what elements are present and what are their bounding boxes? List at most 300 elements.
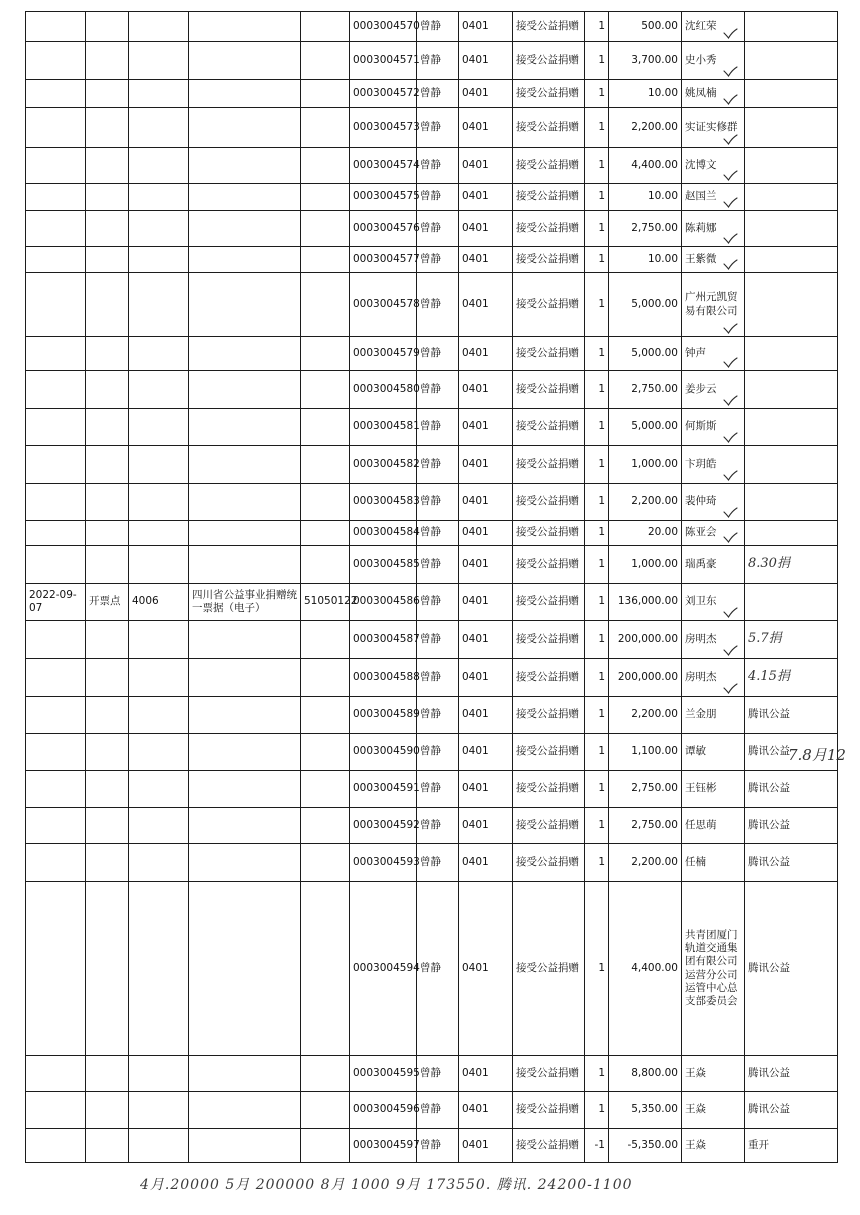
row-bill-name — [189, 621, 301, 659]
row-remark — [745, 409, 838, 446]
table-row — [26, 771, 838, 808]
row-type — [86, 697, 129, 734]
table-row — [26, 659, 838, 697]
row-payer: 沈博文 — [682, 148, 745, 184]
row-number: 0003004590 — [350, 734, 417, 771]
row-operator: 曾静 — [417, 80, 459, 108]
row-payer: 王钰彬 — [682, 771, 745, 808]
row-date — [26, 734, 86, 771]
row-operator: 曾静 — [417, 1092, 459, 1129]
row-number: 0003004582 — [350, 446, 417, 484]
row-category: 0401 — [459, 844, 513, 882]
row-remark — [745, 273, 838, 337]
row-bill-name — [189, 1092, 301, 1129]
row-quantity: 1 — [585, 1056, 609, 1092]
row-operator: 曾静 — [417, 734, 459, 771]
row-batch — [301, 148, 350, 184]
row-code — [129, 80, 189, 108]
row-code — [129, 1056, 189, 1092]
row-item: 接受公益捐赠 — [513, 446, 585, 484]
row-operator: 曾静 — [417, 484, 459, 521]
row-remark — [745, 148, 838, 184]
row-amount: 2,750.00 — [609, 808, 682, 844]
row-type — [86, 844, 129, 882]
row-operator: 曾静 — [417, 409, 459, 446]
table-row — [26, 371, 838, 409]
table-row — [26, 148, 838, 184]
receipt-ledger-table — [25, 11, 838, 1163]
row-operator: 曾静 — [417, 446, 459, 484]
row-item: 接受公益捐赠 — [513, 12, 585, 42]
row-amount: 2,750.00 — [609, 371, 682, 409]
row-quantity: 1 — [585, 659, 609, 697]
row-payer: 共青团厦门轨道交通集团有限公司运营分公司运管中心总支部委员会 — [682, 882, 745, 1056]
row-payer: 裴仲琦 — [682, 484, 745, 521]
row-payer: 王紫微 — [682, 247, 745, 273]
row-remark — [745, 247, 838, 273]
row-type — [86, 42, 129, 80]
row-remark: 腾讯公益 — [745, 1056, 838, 1092]
row-type — [86, 882, 129, 1056]
row-type — [86, 546, 129, 584]
row-payer: 王焱 — [682, 1056, 745, 1092]
row-code — [129, 12, 189, 42]
row-category: 0401 — [459, 80, 513, 108]
row-bill-name — [189, 409, 301, 446]
row-code — [129, 42, 189, 80]
row-number: 0003004576 — [350, 211, 417, 247]
row-remark — [745, 12, 838, 42]
table-row — [26, 521, 838, 546]
checkmark-icon — [723, 507, 738, 518]
row-batch — [301, 108, 350, 148]
row-code — [129, 546, 189, 584]
row-item: 接受公益捐赠 — [513, 659, 585, 697]
row-batch — [301, 337, 350, 371]
row-quantity: 1 — [585, 621, 609, 659]
row-category: 0401 — [459, 1092, 513, 1129]
table-row — [26, 184, 838, 211]
table-row — [26, 108, 838, 148]
row-date: 2022-09-07 — [26, 584, 86, 621]
row-item: 接受公益捐赠 — [513, 1092, 585, 1129]
row-code — [129, 108, 189, 148]
table-row — [26, 80, 838, 108]
row-amount: 2,750.00 — [609, 211, 682, 247]
row-item: 接受公益捐赠 — [513, 42, 585, 80]
row-type — [86, 184, 129, 211]
row-amount: 2,200.00 — [609, 697, 682, 734]
row-batch — [301, 844, 350, 882]
row-code — [129, 273, 189, 337]
row-batch — [301, 184, 350, 211]
row-category: 0401 — [459, 42, 513, 80]
row-item: 接受公益捐赠 — [513, 521, 585, 546]
row-number: 0003004592 — [350, 808, 417, 844]
row-batch — [301, 12, 350, 42]
row-quantity: 1 — [585, 80, 609, 108]
row-code — [129, 659, 189, 697]
row-batch — [301, 1092, 350, 1129]
row-item: 接受公益捐赠 — [513, 734, 585, 771]
row-quantity: 1 — [585, 42, 609, 80]
row-code — [129, 148, 189, 184]
row-bill-name — [189, 771, 301, 808]
row-amount: 2,750.00 — [609, 771, 682, 808]
row-code — [129, 337, 189, 371]
row-date — [26, 521, 86, 546]
row-category: 0401 — [459, 584, 513, 621]
table-row — [26, 621, 838, 659]
row-type: 开票点 — [86, 584, 129, 621]
row-type — [86, 521, 129, 546]
row-code — [129, 621, 189, 659]
row-category: 0401 — [459, 184, 513, 211]
row-batch — [301, 42, 350, 80]
row-type — [86, 659, 129, 697]
row-category: 0401 — [459, 771, 513, 808]
row-number: 0003004587 — [350, 621, 417, 659]
row-batch — [301, 1056, 350, 1092]
row-category: 0401 — [459, 1056, 513, 1092]
row-number: 0003004591 — [350, 771, 417, 808]
row-category: 0401 — [459, 337, 513, 371]
row-operator: 曾静 — [417, 12, 459, 42]
row-bill-name — [189, 1056, 301, 1092]
row-operator: 曾静 — [417, 211, 459, 247]
row-date — [26, 148, 86, 184]
row-date — [26, 882, 86, 1056]
checkmark-icon — [723, 66, 738, 77]
handwritten-footer-note: 4月.20000 5月 200000 8月 1000 9月 173550. 腾讯. 24200-1100 — [140, 1177, 633, 1193]
checkmark-icon — [723, 259, 738, 270]
row-payer: 刘卫东 — [682, 584, 745, 621]
row-amount: 8,800.00 — [609, 1056, 682, 1092]
row-category: 0401 — [459, 12, 513, 42]
row-amount: 10.00 — [609, 184, 682, 211]
row-category: 0401 — [459, 546, 513, 584]
row-category: 0401 — [459, 371, 513, 409]
row-bill-name — [189, 546, 301, 584]
row-item: 接受公益捐赠 — [513, 546, 585, 584]
row-amount: 5,000.00 — [609, 337, 682, 371]
table-row — [26, 808, 838, 844]
row-number: 0003004573 — [350, 108, 417, 148]
row-type — [86, 484, 129, 521]
row-date — [26, 1092, 86, 1129]
row-category: 0401 — [459, 1129, 513, 1163]
table-row — [26, 697, 838, 734]
row-category: 0401 — [459, 882, 513, 1056]
table-row — [26, 273, 838, 337]
row-quantity: 1 — [585, 148, 609, 184]
row-bill-name — [189, 1129, 301, 1163]
row-bill-name — [189, 882, 301, 1056]
row-amount: 200,000.00 — [609, 659, 682, 697]
row-type — [86, 734, 129, 771]
row-category: 0401 — [459, 247, 513, 273]
row-batch — [301, 771, 350, 808]
row-quantity: 1 — [585, 273, 609, 337]
row-remark: 8.30捐 — [745, 546, 838, 584]
row-item: 接受公益捐赠 — [513, 844, 585, 882]
table-row — [26, 734, 838, 771]
row-bill-name — [189, 734, 301, 771]
row-remark — [745, 211, 838, 247]
row-payer: 实证实修群 — [682, 108, 745, 148]
row-remark — [745, 446, 838, 484]
row-bill-name — [189, 446, 301, 484]
row-item: 接受公益捐赠 — [513, 273, 585, 337]
row-type — [86, 621, 129, 659]
row-number: 0003004584 — [350, 521, 417, 546]
row-batch — [301, 484, 350, 521]
row-code — [129, 771, 189, 808]
row-number: 0003004577 — [350, 247, 417, 273]
row-type — [86, 337, 129, 371]
row-date — [26, 80, 86, 108]
row-payer: 瑞禹豪 — [682, 546, 745, 584]
row-remark — [745, 337, 838, 371]
row-item: 接受公益捐赠 — [513, 211, 585, 247]
row-item: 接受公益捐赠 — [513, 337, 585, 371]
row-operator: 曾静 — [417, 1129, 459, 1163]
row-item: 接受公益捐赠 — [513, 148, 585, 184]
margin-handwritten-note: 7.8月12 — [788, 746, 846, 764]
row-payer: 兰金朋 — [682, 697, 745, 734]
row-bill-name — [189, 211, 301, 247]
row-number: 0003004589 — [350, 697, 417, 734]
row-operator: 曾静 — [417, 546, 459, 584]
row-number: 0003004588 — [350, 659, 417, 697]
row-number: 0003004581 — [350, 409, 417, 446]
row-bill-name — [189, 42, 301, 80]
row-remark — [745, 521, 838, 546]
table-row — [26, 584, 838, 621]
row-operator: 曾静 — [417, 148, 459, 184]
row-amount: 5,000.00 — [609, 409, 682, 446]
row-category: 0401 — [459, 734, 513, 771]
row-batch: 51050122 — [301, 584, 350, 621]
row-operator: 曾静 — [417, 659, 459, 697]
row-code — [129, 409, 189, 446]
checkmark-icon — [723, 470, 738, 481]
row-number: 0003004597 — [350, 1129, 417, 1163]
row-date — [26, 446, 86, 484]
row-operator: 曾静 — [417, 808, 459, 844]
row-payer: 何斯斯 — [682, 409, 745, 446]
row-batch — [301, 1129, 350, 1163]
row-date — [26, 546, 86, 584]
row-amount: 200,000.00 — [609, 621, 682, 659]
row-category: 0401 — [459, 521, 513, 546]
checkmark-icon — [723, 607, 738, 618]
row-remark — [745, 184, 838, 211]
row-code — [129, 446, 189, 484]
row-remark: 腾讯公益 — [745, 697, 838, 734]
row-code: 4006 — [129, 584, 189, 621]
row-bill-name — [189, 273, 301, 337]
row-batch — [301, 371, 350, 409]
row-type — [86, 273, 129, 337]
row-date — [26, 409, 86, 446]
row-amount: 1,000.00 — [609, 446, 682, 484]
row-number: 0003004571 — [350, 42, 417, 80]
row-number: 0003004578 — [350, 273, 417, 337]
row-category: 0401 — [459, 808, 513, 844]
row-number: 0003004595 — [350, 1056, 417, 1092]
row-quantity: 1 — [585, 409, 609, 446]
row-bill-name — [189, 337, 301, 371]
row-item: 接受公益捐赠 — [513, 371, 585, 409]
row-bill-name — [189, 697, 301, 734]
row-payer: 房明杰 — [682, 659, 745, 697]
row-date — [26, 247, 86, 273]
row-date — [26, 1129, 86, 1163]
row-item: 接受公益捐赠 — [513, 771, 585, 808]
row-amount: 4,400.00 — [609, 148, 682, 184]
row-type — [86, 771, 129, 808]
checkmark-icon — [723, 170, 738, 181]
row-category: 0401 — [459, 446, 513, 484]
row-code — [129, 808, 189, 844]
ledger-sheet — [25, 11, 837, 1163]
row-payer: 赵国兰 — [682, 184, 745, 211]
row-code — [129, 1092, 189, 1129]
checkmark-icon — [723, 323, 738, 334]
row-bill-name — [189, 184, 301, 211]
row-operator: 曾静 — [417, 247, 459, 273]
checkmark-icon — [723, 432, 738, 443]
row-operator: 曾静 — [417, 1056, 459, 1092]
table-row — [26, 42, 838, 80]
row-item: 接受公益捐赠 — [513, 584, 585, 621]
row-date — [26, 697, 86, 734]
row-quantity: 1 — [585, 446, 609, 484]
table-row — [26, 1129, 838, 1163]
row-category: 0401 — [459, 211, 513, 247]
row-date — [26, 1056, 86, 1092]
row-quantity: 1 — [585, 546, 609, 584]
row-category: 0401 — [459, 108, 513, 148]
row-payer: 陈亚会 — [682, 521, 745, 546]
table-row — [26, 446, 838, 484]
checkmark-icon — [723, 645, 738, 656]
row-category: 0401 — [459, 409, 513, 446]
table-row — [26, 337, 838, 371]
row-payer: 史小秀 — [682, 42, 745, 80]
row-quantity: 1 — [585, 12, 609, 42]
row-remark: 腾讯公益 — [745, 882, 838, 1056]
row-batch — [301, 546, 350, 584]
row-remark: 腾讯公益 — [745, 734, 838, 771]
table-row — [26, 211, 838, 247]
row-bill-name — [189, 521, 301, 546]
row-quantity: -1 — [585, 1129, 609, 1163]
row-operator: 曾静 — [417, 184, 459, 211]
row-item: 接受公益捐赠 — [513, 247, 585, 273]
row-number: 0003004594 — [350, 882, 417, 1056]
row-item: 接受公益捐赠 — [513, 808, 585, 844]
row-remark — [745, 80, 838, 108]
row-code — [129, 184, 189, 211]
row-quantity: 1 — [585, 584, 609, 621]
row-number: 0003004593 — [350, 844, 417, 882]
table-row — [26, 882, 838, 1056]
row-payer: 陈莉娜 — [682, 211, 745, 247]
row-item: 接受公益捐赠 — [513, 882, 585, 1056]
row-payer: 任思萌 — [682, 808, 745, 844]
row-code — [129, 211, 189, 247]
row-date — [26, 12, 86, 42]
row-type — [86, 808, 129, 844]
row-bill-name — [189, 108, 301, 148]
row-number: 0003004570 — [350, 12, 417, 42]
row-number: 0003004572 — [350, 80, 417, 108]
row-operator: 曾静 — [417, 882, 459, 1056]
row-remark: 重开 — [745, 1129, 838, 1163]
row-category: 0401 — [459, 273, 513, 337]
row-batch — [301, 409, 350, 446]
row-category: 0401 — [459, 148, 513, 184]
row-item: 接受公益捐赠 — [513, 697, 585, 734]
row-remark — [745, 484, 838, 521]
row-type — [86, 1056, 129, 1092]
row-batch — [301, 521, 350, 546]
row-type — [86, 409, 129, 446]
row-number: 0003004575 — [350, 184, 417, 211]
row-remark — [745, 108, 838, 148]
ledger-body — [26, 12, 838, 1163]
row-amount: 1,000.00 — [609, 546, 682, 584]
row-batch — [301, 697, 350, 734]
row-amount: 2,200.00 — [609, 844, 682, 882]
row-amount: 136,000.00 — [609, 584, 682, 621]
row-payer: 任楠 — [682, 844, 745, 882]
row-type — [86, 247, 129, 273]
row-payer: 房明杰 — [682, 621, 745, 659]
table-row — [26, 844, 838, 882]
row-number: 0003004596 — [350, 1092, 417, 1129]
row-amount: 5,350.00 — [609, 1092, 682, 1129]
row-batch — [301, 80, 350, 108]
row-payer: 王焱 — [682, 1129, 745, 1163]
row-bill-name — [189, 484, 301, 521]
row-operator: 曾静 — [417, 584, 459, 621]
row-number: 0003004574 — [350, 148, 417, 184]
row-operator: 曾静 — [417, 371, 459, 409]
row-code — [129, 697, 189, 734]
checkmark-icon — [723, 357, 738, 368]
table-row — [26, 12, 838, 42]
row-type — [86, 1129, 129, 1163]
row-date — [26, 273, 86, 337]
row-code — [129, 521, 189, 546]
row-number: 0003004583 — [350, 484, 417, 521]
row-quantity: 1 — [585, 247, 609, 273]
row-remark: 腾讯公益 — [745, 844, 838, 882]
table-row — [26, 1092, 838, 1129]
row-date — [26, 808, 86, 844]
row-payer: 姜步云 — [682, 371, 745, 409]
row-date — [26, 337, 86, 371]
table-row — [26, 546, 838, 584]
row-type — [86, 108, 129, 148]
row-remark: 4.15捐 — [745, 659, 838, 697]
row-remark: 腾讯公益 — [745, 808, 838, 844]
row-remark — [745, 42, 838, 80]
row-code — [129, 247, 189, 273]
